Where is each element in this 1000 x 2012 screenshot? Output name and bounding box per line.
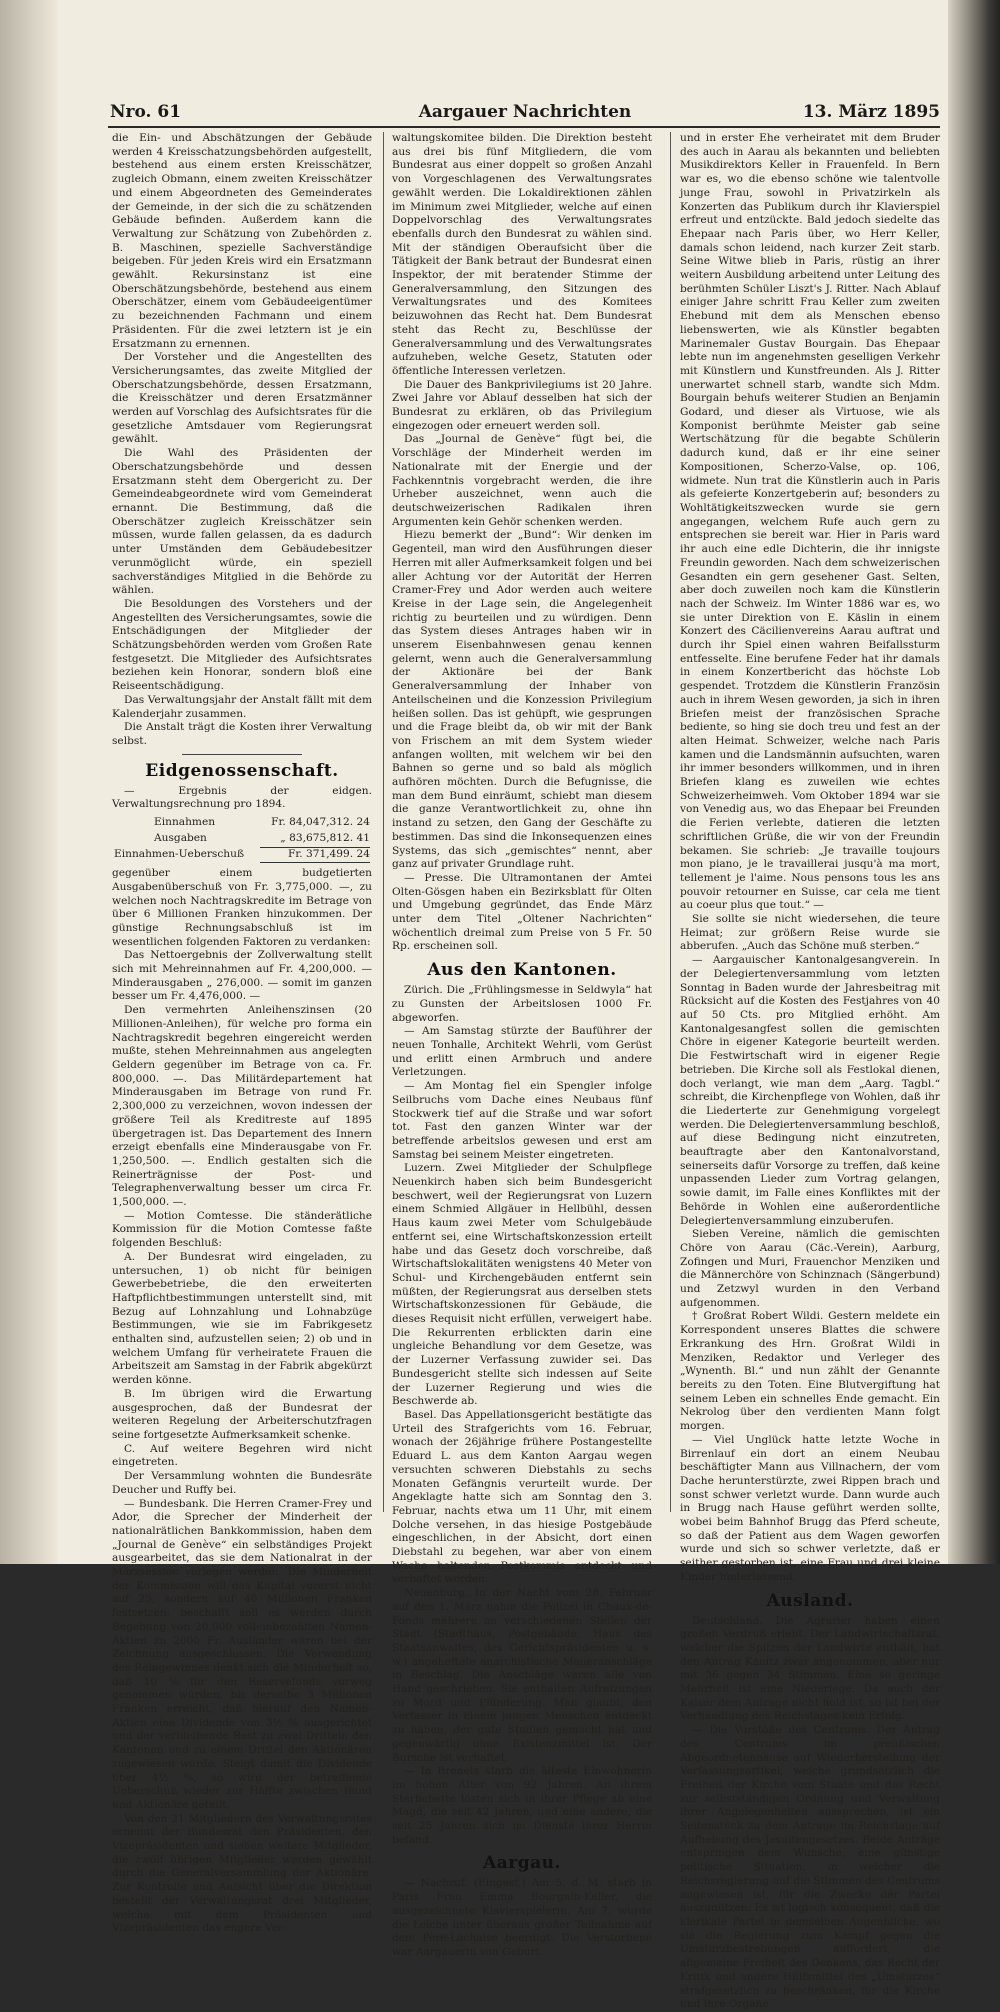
paragraph: Die Besoldungen des Vorstehers und der Angestellten des Versicherungsamtes, sowie die Entschädigungen der Mitglieder der Schätzungsbehörden werden vom Großen Rate festgesetzt. Die Mitglieder des Aufsichtsrates beziehen kein Honorar, sondern bloß eine Reiseentschädigung. xyxy=(112,597,372,693)
column-3 xyxy=(680,132,940,2011)
row-label: Einnahmen-Ueberschuß xyxy=(114,848,245,861)
table-row xyxy=(114,816,370,830)
row-value: Fr. 84,047,312. 24 xyxy=(271,816,370,829)
paragraph: — Aargauischer Kantonalgesangverein. In der Delegiertenversammlung vom letzten Sonntag in Baden wurde der Jahresbeitrag mit Rücksicht auf die Kosten des Festjahres von 40 auf 50 Cts. pro Mitglied erhöht. Am Kantonalgesangfest sollen die gemischten Chöre in eigener Kategorie beurteilt werden. Die Festwirtschaft wird in eigener Regie betrieben. Die Kirche soll als Festlokal dienen, doch verlangt, wie man dem „Aarg. Tagbl.“ schreibt, die Kirchenpflege von Wohlen, daß ihr die Liederterte zur Genehmigung vorgelegt werden. Die Delegiertenversammlung beschloß, auf diese Bedingung nicht einzutreten, beauftragte aber den Kantonalvorstand, seinerseits dafür Vorsorge zu treffen, daß keine unpassenden Lieder zum Vortrag gelangen, sowie damit, im Falle eines Konfliktes mit der Behörde in Wohlen eine außerordentliche Delegiertenversammlung einzuberufen. xyxy=(680,954,940,1227)
paragraph: † Großrat Robert Wildi. Gestern meldete ein Korrespondent unseres Blattes die schwere Erkrankung des Hrn. Großrat Wildi in Menziken, Redaktor und Verleger des „Wynenth. Bl.“ und nun zählt der Genannte bereits zu den Toten. Eine Blutvergiftung hat seinem Leben ein schnelles Ende gemacht. Ein Nekrolog über den verdienten Mann folgt morgen. xyxy=(680,1310,940,1433)
paragraph: Basel. Das Appellationsgericht bestätigte das Urteil des Strafgerichts vom 16. Februar, wonach der 26jährige frühere Postangestellte Eduard L. aus dem Kanton Aargau wegen versuchten schweren Diebstahls zu sechs Monaten Gefängnis verurteilt wurde. Der Angeklagte hatte sich am Sonntag den 3. Februar, nachts etwa um 11 Uhr, mit einem Dolche versehen, in das hiesige Postgebäude eingeschlichen, in der Absicht, dort einen Diebstahl zu begehen, war aber von einem Wache haltenden Postkommis entdeckt und verhaftet worden. xyxy=(392,1408,652,1586)
paragraph: Die Dauer des Bankprivilegiums ist 20 Jahre. Zwei Jahre vor Ablauf desselben hat sich der Bundesrat zu erklären, ob das Privilegium eingezogen oder erneuert werden soll. xyxy=(392,378,652,432)
column-divider xyxy=(383,132,384,1512)
paragraph: — Die Vorstöße des Centrums. Der Antrag des Centrums im preußischen Abgeordnetenhause auf Wiederherstellung der Verfassungsartikel, welche grundsätzlich die Freiheit der Kirche vom Staate und das Recht zur selbstständigen Ordnung und Verwaltung ihrer Angelegenheiten aussprechen, ist ein Seitenstück zu dem Antrage im Reichstage auf Aufhebung des Jesuitengesetzes. Beide Anträge entspringen dem Wunsche, eine günstige politische Situation, in welcher die Reichsregierung auf die Stimmen des Centrums angewiesen ist, für die Zwecke der Partei auszunützen. Es ist logisch konsequent, daß die klerikale Partei in demselben Augenblicke, wo sie die Regierung zum Kampf gegen die Umsturzbestrebungen auffordert, die allgemeine Freiheit des Denkens, das Recht der Kritik und andere Hülfsmittel des „Umsturzes“ strafgesetzlich zu beschränken, für die Kirche und ihre Organe xyxy=(680,1724,940,2011)
binding-edge-right xyxy=(948,0,1000,1564)
paragraph: Zürich. Die „Frühlingsmesse in Seldwyla“ hat zu Gunsten der Arbeitslosen 1000 Fr. abgeworfen. xyxy=(392,984,652,1024)
paragraph: — Bundesbank. Die Herren Cramer-Frey und Ador, die Sprecher der Minderheit der nationalrätlichen Bankkommission, haben dem „Journal de Genève“ ein selbständiges Projekt ausgearbeitet, das sie dem Nationalrat in der Märzsession vorlegen werden. Die Minderheit der Kommission will das Kapital vorerst nicht auf 25, sondern auf 40 Millionen Franken festsetzen; beschafft soll es werden durch Begebung von 20,000 volleinbezahlten Namen-Aktien zu 2000 Fr. Ausländer wären bei der Zeichnung ausgeschlossen. Die Verwendung des Reingewinnes denkt sich die Minderheit so, daß 10 % für den Reservefonds vorweg genommen würden, bis derselbe 3 Millionen Franken erreicht, daß hierauf den Namen-Aktien eine Dividende von 3½ % ausgerichtet und der verbleibende Rest zu zwei Dritteln den Kantonen und zu einem Drittel den Aktionären zugewiesen würde. Steigt damit die Dividende über 4½ %, so wird der betreffende Ueberschuß wieder zur Hälfte zwischen Bund und Aktionäre geteilt. xyxy=(112,1497,372,1811)
column-2 xyxy=(392,132,652,1958)
paragraph: Neuenburg. In der Nacht vom 28. Februar auf den 1. März nahm die Polizei in Chaux-de-Fonds mehrere an verschiedenen Stellen der Stadt (Stadthaus, Postgebäude, Haus des Staatsanwaltes, des Gerichtspräsidenten u. s. w.) angeheftete anarchistische Maueranschläge in Beschlag. Die Anschläge waren alle von Hand geschrieben. Sie enthalten Aufreizungen zu Mord und Plünderung. Man glaubt, den Verfasser in einem jungen Menschen entdeckt zu haben, der gute Studien gemacht hat und gegenwärtig ohne Existenzmittel ist. Der Bursche ist verhaftet. xyxy=(392,1587,652,1764)
paragraph: Das Verwaltungsjahr der Anstalt fällt mit dem Kalenderjahr zusammen. xyxy=(112,693,372,720)
paragraph: Deutschland. Die Agrarier haben einen großen Verdruß erlebt. Der Landwirtschaftsrat, welcher die Spitzen der Landwirte enthält, hat den Antrag Kanitz zwar angenommen, aber nur mit 36 gegen 34 Stimmen. Eine so geringe Mehrheit ist eine Niederlage. Da auch der Kaiser dem Antrage nicht hold ist, so ist bei der Verhandlung des Reichstages kein Erfolg. xyxy=(680,1614,940,1723)
paragraph: Die Anstalt trägt die Kosten ihrer Verwaltung selbst. xyxy=(112,721,372,747)
column-1 xyxy=(112,132,372,1935)
paragraph: C. Auf weitere Begehren wird nicht eingetreten. xyxy=(112,1442,372,1469)
row-label: Einnahmen xyxy=(154,816,216,829)
section-heading: Eidgenossenschaft. xyxy=(145,760,339,781)
paragraph: Luzern. Zwei Mitglieder der Schulpflege Neuenkirch haben sich beim Bundesgericht beschwert, weil der Regierungsrat von Luzern einem Schmied Allgäuer in Hellbühl, dessen Haus kaum zwei Meter vom Schulgebäude entfernt sei, eine Wirtschaftskonzession erteilt habe und das Gesetz doch vorschreibe, daß Wirtschaftslokalitäten wenigstens 40 Meter von Schul- und Kirchengebäuden entfernt sein müßten, der Regierungsrat aus derselben stets Wirtschaftskonzessionen für Gebäude, die dieses Requisit nicht erfüllen, verweigert habe. Die Rekurrenten erblickten darin eine ungleiche Behandlung vor dem Gesetze, was der Luzerner Verfassung zuwider sei. Das Bundesgericht stellte sich indessen auf Seite der Luzerner Regierung und wies die Beschwerde ab. xyxy=(392,1162,652,1408)
table-row xyxy=(114,832,370,846)
paragraph: Das „Journal de Genève“ fügt bei, die Vorschläge der Minderheit werden im Nationalrate mit der Energie und der Fachkenntnis vorgebracht werden, die ihre Urheber auszeichnet, wenn auch die deutschweizerischen Radikalen ihren Argumenten kein Gehör schenken werden. xyxy=(392,433,652,528)
paragraph: die Ein- und Abschätzungen der Gebäude werden 4 Kreisschatzungsbehörden aufgestellt, bestehend aus einem ersten Kreisschätzer, zugleich Obmann, einem zweiten Kreisschätzer und einem Abgeordneten des Gemeinderates der Gemeinde, in der sich die zu schätzenden Gebäude befinden. Außerdem kann die Verwaltung zur Schätzung von Zubehörden z. B. Maschinen, spezielle Sachverständige beigeben. Für jeden Kreis wird ein Ersatzmann gewählt. Rekursinstanz ist eine Oberschätzungsbehörde, bestehend aus einem Oberschätzer, einem vom Gebäudeeigentümer zu bezeichnenden Fachmann und einem Präsidenten. Für die zwei letztern ist je ein Ersatzmann zu ernennen. xyxy=(112,132,372,350)
paragraph: — In Brenets starb die älteste Einwohnerin im hohen Alter von 92 Jahren. An ihrem Sterbebette lösten sich in ihrer Pflege ab eine Magd, die seit 42 Jahren, und eine andere, die seit 25 Jahren sich im Dienste ihrer Herrin befand. xyxy=(392,1765,652,1846)
section-heading: Aargau. xyxy=(483,1853,561,1874)
paragraph: — Nachruf. (Eingesf.) Am 5. d. M. starb in Paris Frau Emma Bourgain-Keller, die ausgezeichnete Klavierspielerin. Am 7. wurde die Leiche unter überaus großer Teilnahme auf dem Père-Lachaise beerdigt. Die Verstorbene war Aargauerin von Geburt xyxy=(392,1877,652,1958)
paragraph: und in erster Ehe verheiratet mit dem Bruder des auch in Aarau als bekannten und beliebten Musikdirektors Keller in Frauenfeld. In Bern war es, wo die ebenso schöne wie talentvolle junge Frau, sowohl in Privatzirkeln als Konzerten das Publikum durch ihr Klavierspiel erfreut und entzückte. Bald jedoch siedelte das Ehepaar nach Paris über, wo Herr Keller, damals schon leidend, nach kurzer Zeit starb. Seine Witwe blieb in Paris, rüstig an ihrer weitern Ausbildung arbeitend unter Leitung des berühmten Schüler Liszt's J. Ritter. Nach Ablauf einiger Jahre schritt Frau Keller zum zweiten Ehebund mit dem als Menschen ebenso liebenswerten, wie als Künstler begabten Marinemaler Gustav Bourgain. Das Ehepaar lebte nun im angenehmsten geselligen Verkehr mit Künstlern und Kunstfreunden. Als J. Ritter unerwartet schnell starb, wandte sich Mdm. Bourgain behufs weiterer Studien an Benjamin Godard, und dieser als Virtuose, wie als Komponist berühmte Meister gab seine Wertschätzung für die begabte Schülerin dadurch kund, daß er ihr eine seiner Kompositionen, Scherzo-Valse, op. 106, widmete. Nun trat die Künstlerin auch in Paris als gefeierte Konzertgeberin auf; besonders zu Wohltätigkeitszwecken wurde sie gern angegangen, welchem Rufe auch gern zu entsprechen sie bereit war. Hier in Paris ward ihr auch eine edle Dichterin, die ihr innigste Freundin geworden. Nach dem schweizerischen Gesandten ein gern gesehener Gast. Selten, aber doch zuweilen noch kam die Künstlerin nach der Schweiz. Im Winter 1886 war es, wo sie unter Direktion von E. Käslin in einem Konzert des Cäcilienvereins Aarau auftrat und durch ihr Spiel einen wahren Beifallssturm entfesselte. Eine berufene Feder hat ihr damals in einem Konzertbericht das höchste Lob gespendet. Trotzdem die Künstlerin Französin auch in ihrem Wesen geworden, ja sich in ihren Briefen meist der französischen Sprache bediente, so hing sie doch treu und fest an der alten Heimat. Schweizer, welche nach Paris kamen und die Landsmännin aufsuchten, waren ihr immer besonders willkommen, und in ihren Briefen klang es zuweilen wie echtes Schweizerheimweh. Vom Oktober 1894 war sie von Venedig aus, wo das Ehepaar bei Freunden die Ferien verlebte, datieren die letzten schriftlichen Grüße, die wir von der Freundin bekamen. Sie schrieb: „Je travaille toujours mon piano, je le travaillerai jusqu'à ma mort, tellement je l'aime. Nous pensons tous les ans pouvoir retourner en Suisse, car cela me tient au coeur plus que tout.“ — xyxy=(680,132,940,912)
section-heading: Ausland. xyxy=(766,1590,854,1611)
paragraph: — Viel Unglück hatte letzte Woche in Birrenlauf ein dort an einem Neubau beschäftigter Mann aus Villnachern, der vom Dache herunterstürzte, zwei Rippen brach und sonst schwer verletzt wurde. Dann wurde auch in Brugg nach Hause geführt werden sollte, wobei beim Bahnhof Brugg das Pferd scheute, so daß der Patient aus dem Wagen geworfen wurde und sich so schwer verletzte, daß er seither gestorben ist, eine Frau und drei kleine Kinder hinterlassend. xyxy=(680,1433,940,1583)
paragraph: gegenüber einem budgetierten Ausgabenüberschuß von Fr. 3,775,000. —, zu welchen noch Nachtragskredite im Betrage von über 6 Millionen Franken hinzukommen. Der günstige Rechnungsabschluß ist im wesentlichen folgenden Faktoren zu verdanken: xyxy=(112,867,372,948)
paragraph: Sieben Vereine, nämlich die gemischten Chöre von Aarau (Cäc.-Verein), Aarburg, Zofingen und Muri, Frauenchor Menziken und die Männerchöre von Schinznach (Sängerbund) und Zetzwyl wurden in den Verband aufgenommen. xyxy=(680,1228,940,1309)
paragraph: — Am Montag fiel ein Spengler infolge Seilbruchs vom Dache eines Neubaus fünf Stockwerk tief auf die Straße und war sofort tot. Fast den ganzen Winter war der betreffende arbeitslos gewesen und erst am Samstag bei seinem Meister eingetreten. xyxy=(392,1080,652,1161)
section-heading: Aus den Kantonen. xyxy=(427,960,617,981)
row-value: „ 83,675,812. 41 xyxy=(280,831,370,844)
paragraph: Sie sollte sie nicht wiedersehen, die teure Heimat; zur größern Reise wurde sie abberufen. „Auch das Schöne muß sterben.“ xyxy=(680,913,940,953)
paragraph: B. Im übrigen wird die Erwartung ausgesprochen, daß der Bundesrat der weiteren Regelung der Arbeiterschutzfragen seine fortgesetzte Aufmerksamkeit schenke. xyxy=(112,1387,372,1441)
finance-table xyxy=(112,814,372,865)
paragraph: — Am Samstag stürzte der Bauführer der neuen Tonhalle, Architekt Wehrli, vom Gerüst und erlitt einen Armbruch und andere Verletzungen. xyxy=(392,1025,652,1079)
row-value: Fr. 371,499. 24 xyxy=(260,847,370,863)
article-subheading: — Ergebnis der eidgen. Verwaltungsrechnung pro 1894. xyxy=(112,784,372,811)
paragraph: waltungskomitee bilden. Die Direktion besteht aus drei bis fünf Mitgliedern, die vom Bundesrat aus einer doppelt so großen Anzahl von Vorgeschlagenen des Verwaltungsrates gewählt werden. Die Lokaldirektionen zählen im Minimum zwei Mitglieder, welche auf einen Doppelvorschlag des Verwaltungsrates ebenfalls durch den Bundesrat zu wählen sind. Mit der ständigen Oberaufsicht über die Tätigkeit der Bank betraut der Bundesrat einen Inspektor, der mit beratender Stimme der Generalversammlung, den Sitzungen des Verwaltungsrates und des Komitees beizuwohnen das Recht hat. Dem Bundesrat steht das Recht zu, Beschlüsse der Generalversammlung und des Verwaltungsrates aufzuheben, welche Gesetz, Statuten oder öffentliche Interessen verletzen. xyxy=(392,132,652,377)
paragraph: A. Der Bundesrat wird eingeladen, zu untersuchen, 1) ob nicht für beinigen Gewerbebetriebe, die den erweiterten Haftpflichtbestimmungen unterstellt sind, mit Bezug auf Lohnzahlung und Lohnabzüge Bestimmungen, wie sie im Fabrikgesetz enthalten sind, aufzustellen seien; 2) ob und in welchem Umfang für verheiratete Frauen die Arbeitszeit am Samstag in der Fabrik abgekürzt werden könne. xyxy=(112,1250,372,1387)
newspaper-title: Aargauer Nachrichten xyxy=(418,102,632,122)
page-header xyxy=(110,102,940,124)
issue-date: 13. März 1895 xyxy=(802,102,940,122)
column-divider xyxy=(670,132,671,1512)
paragraph: Hiezu bemerkt der „Bund“: Wir denken im Gegenteil, man wird den Ausführungen dieser Herren mit aller Aufmerksamkeit folgen und bei aller Achtung vor der Autorität der Herren Cramer-Frey und Ador werden auch weitere Kreise in der Lage sein, die Angelegenheit richtig zu beurteilen und zu würdigen. Denn das System dieses Antrages haben wir in unserem Eisenbahnwesen genau kennen gelernt, wenn auch die Generalversammlung der Aktionäre bei der Bank Generalversammlung der Inhaber von Anteilscheinen und die Konzession Privilegium heißen sollen. Das ist gehüpft, wie gesprungen und die Frage bleibt da, ob wir mit der Bank von Frischem an mit dem System wieder anfangen wollten, mit welchem wir bei den Bahnen so gerne und so bald als möglich aufhören möchten. Durch die Befugnisse, die man dem Bund einräumt, schiebt man diesem die ganze Verantwortlichkeit zu, ohne ihn instand zu setzen, den Gang der Geschäfte zu bestimmen. Das sind die Inkonsequenzen eines Systems, das sich „gemischtes“ nennt, aber ganz auf privater Grundlage ruht. xyxy=(392,529,652,871)
paragraph: — Presse. Die Ultramontanen der Amtei Olten-Gösgen haben ein Bezirksblatt für Olten und Umgebung gegründet, das Ende März unter dem Titel „Oltener Nachrichten“ wöchentlich dreimal zum Preise von 5 Fr. 50 Rp. erscheinen soll. xyxy=(392,871,652,953)
paragraph: Von den 21 Mitgliedern des Verwaltungsrates ernennt der Bundesrat den Präsidenten, den Vizepräsidenten und sieben weitere Mitglieder, die zwölf übrigen Mitglieder werden gewählt durch die Generalversammlung der Aktionäre. Zur Kontrolle und Aufsicht über die Direktion bestellt der Verwaltungsrat drei Mitglieder, welche mit dem Präsidenten und Vizepräsidenten das engere Ver- xyxy=(112,1812,372,1935)
table-row xyxy=(114,847,370,863)
paragraph: Das Nettoergebnis der Zollverwaltung stellt sich mit Mehreinnahmen auf Fr. 4,200,000. — Minderausgaben „ 276,000. — somit im ganzen besser um Fr. 4,476,000. — xyxy=(112,949,372,1003)
row-label: Ausgaben xyxy=(154,831,207,844)
section-rule xyxy=(182,754,302,755)
paragraph: Der Vorsteher und die Angestellten des Versicherungsamtes, das zweite Mitglied der Oberschatzungsbehörde, dessen Ersatzmann, die Kreisschätzer und deren Ersatzmänner werden auf Vorschlag des Aufsichtsrates für die gesetzliche Amtsdauer vom Regierungsrat gewählt. xyxy=(112,351,372,446)
binding-edge-left xyxy=(0,0,58,1564)
paragraph: Die Wahl des Präsidenten der Oberschatzungsbehörde und dessen Ersatzmann steht dem Obergericht zu. Der Gemeindeabgeordnete wird vom Gemeinderat ernannt. Die Bestimmung, daß die Oberschätzer zugleich Kreisschätzer sein müssen, wurde fallen gelassen, da es dadurch unter Umständen dem Gebäudebesitzer verunmöglicht würde, ein speziell sachverständiges Mitglied in die Behörde zu wählen. xyxy=(112,447,372,597)
header-rule xyxy=(108,126,940,128)
paragraph: — Motion Comtesse. Die ständerätliche Kommission für die Motion Comtesse faßte folgenden Beschluß: xyxy=(112,1209,372,1250)
paragraph: Der Versammlung wohnten die Bundesräte Deucher und Ruffy bei. xyxy=(112,1470,372,1496)
paragraph: Den vermehrten Anleihenszinsen (20 Millionen-Anleihen), für welche pro forma ein Nachtragskredit begehren eingereicht werden mußte, stehen Mehreinnahmen aus angelegten Geldern gegenüber im Betrage von ca. Fr. 800,000. —. Das Militärdepartement hat Minderausgaben im Betrage von rund Fr. 2,300,000 zu verzeichnen, wovon indessen der größere Teil als Kreditreste auf 1895 übergetragen ist. Das Departement des Innern erzeigt ebenfalls eine Minderausgabe von Fr. 1,250,500. —. Endlich gestalten sich die Reinerträgnisse der Post- und Telegraphenverwaltung besser um circa Fr. 1,500,000. —. xyxy=(112,1004,372,1209)
issue-number: Nro. 61 xyxy=(110,102,182,122)
